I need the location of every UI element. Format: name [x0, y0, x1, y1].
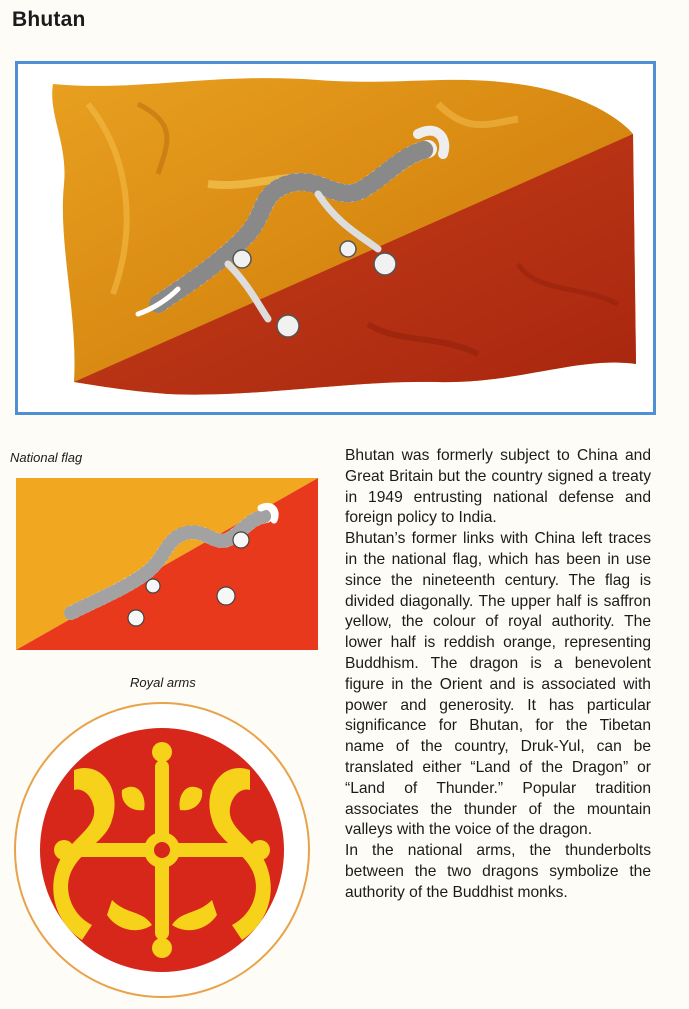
royal-arms-image: [12, 700, 312, 1000]
paragraph: Bhutan’s former links with China left traces in the national flag, which has been in use since the nineteenth century. The flag is divided diagonally. The upper half is saffron yellow, the colour of royal authority. The lower half is reddish orange, representing Buddhism. The dragon is a benevolent figure in the Orient and is associated with power and generosity. It has particular significance for Bhutan, for the Tibetan name of the country, Druk-Yul, can be translated either “Land of the Dragon” or “Land of Thunder.” Popular tradition associates the thunder of the mountain valleys with the voice of the dragon.: [345, 530, 651, 839]
paragraph: Bhutan was formerly subject to China and Great Britain but the country signed a treaty in 1949 entrusting national defense and foreign policy to India.: [345, 447, 651, 527]
royal-arms-caption: Royal arms: [130, 675, 196, 690]
description-text: [345, 446, 651, 904]
national-flag-image: [16, 478, 318, 650]
waving-flag-image: [18, 64, 653, 412]
waving-flag-frame: [15, 61, 656, 415]
national-flag-caption: National flag: [10, 450, 83, 465]
paragraph: In the national arms, the thunderbolts between the two dragons symbolize the authority of the Buddhist monks.: [345, 842, 651, 901]
page-title: Bhutan: [12, 8, 86, 31]
